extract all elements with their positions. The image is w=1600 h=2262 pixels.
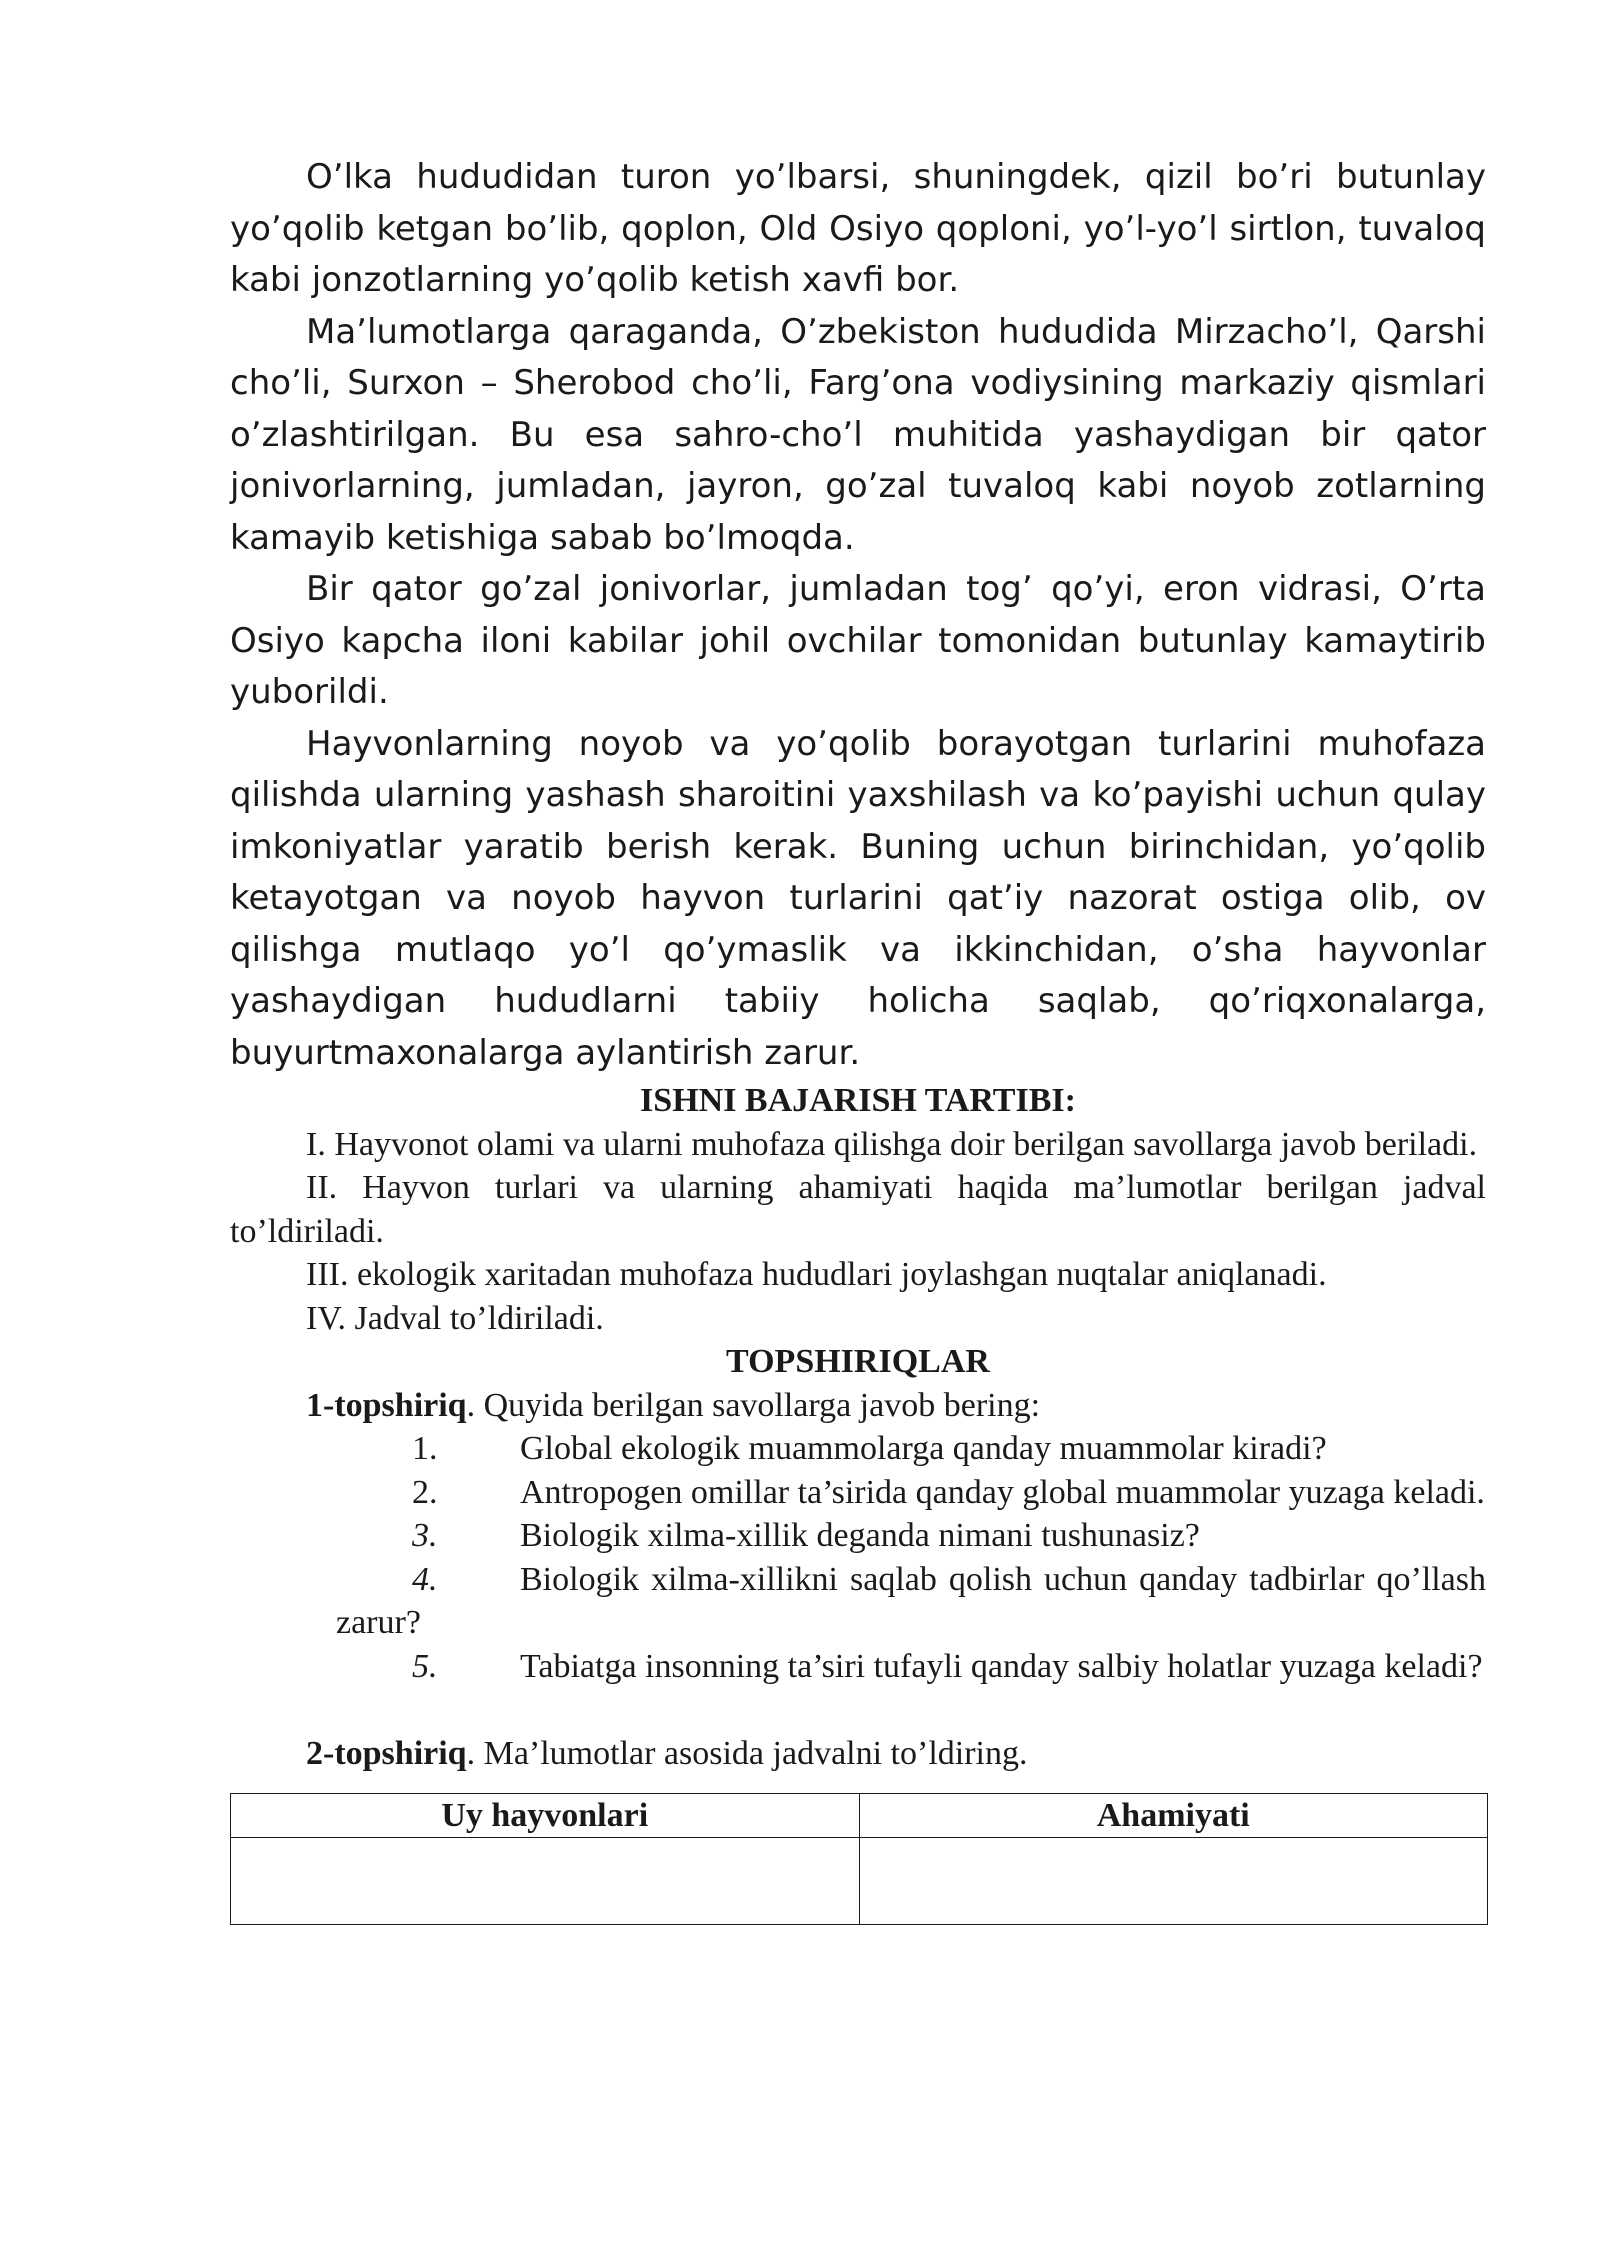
question-number: 4. bbox=[412, 1560, 438, 1598]
table-header-row bbox=[231, 1794, 1488, 1838]
question-item bbox=[336, 1558, 1486, 1645]
procedure-step: III. ekologik xaritadan muhofaza hududlari joylashgan nuqtalar aniqlanadi. bbox=[306, 1256, 1327, 1293]
procedure-steps bbox=[230, 1123, 1486, 1341]
task-2 bbox=[230, 1732, 1486, 1776]
table-cell-empty[interactable] bbox=[231, 1838, 860, 1925]
spacer bbox=[230, 1688, 1486, 1732]
question-list bbox=[230, 1427, 1486, 1688]
question-number: 1. bbox=[412, 1430, 438, 1467]
question-item bbox=[336, 1471, 1486, 1515]
paragraph-1: O’lka hududidan turon yo’lbarsi, shuningdek, qizil bo’ri butunlay yo’qolib ketgan bo’lib, qoplon, Old Osiyo qoploni, yo’l-yo’l sirtlon, tuvaloq kabi jonzotlarning yo’qolib ketish xavfi bor. bbox=[230, 157, 1486, 300]
intro-text bbox=[230, 152, 1486, 1079]
question-text: Biologik xilma-xillikni saqlab qolish uchun qanday tadbirlar qo’llash zarur? bbox=[336, 1560, 1486, 1641]
question-item bbox=[336, 1427, 1486, 1471]
table-row bbox=[231, 1838, 1488, 1925]
task-2-text: . Ma’lumotlar asosida jadvalni to’ldiring. bbox=[466, 1734, 1028, 1772]
question-item bbox=[336, 1645, 1486, 1689]
procedure-step: II. Hayvon turlari va ularning ahamiyati haqida ma’lumotlar berilgan jadval to’ldiriladi. bbox=[230, 1169, 1486, 1250]
question-number: 2. bbox=[412, 1473, 438, 1511]
procedure-step: IV. Jadval to’ldiriladi. bbox=[306, 1299, 604, 1337]
procedure-heading: ISHNI BAJARISH TARTIBI: bbox=[640, 1082, 1076, 1119]
answer-table bbox=[230, 1793, 1488, 1925]
paragraph-3: Bir qator go’zal jonivorlar, jumladan tog’ qo’yi, eron vidrasi, O’rta Osiyo kapcha iloni kabilar johil ovchilar tomonidan butunlay kamaytirib yuborildi. bbox=[230, 569, 1486, 712]
table-header-animals: Uy hayvonlari bbox=[231, 1794, 860, 1838]
paragraph-2: Ma’lumotlarga qaraganda, O’zbekiston hududida Mirzacho’l, Qarshi cho’li, Surxon – Sherobod cho’li, Farg’ona vodiysining markaziy qismlari o’zlashtirilgan. Bu esa sahro-cho’l muhitida yashaydigan bir qator jonivorlarning, jumladan, jayron, go’zal tuvaloq kabi noyob zotlarning kamayib ketishiga sabab bo’lmoqda. bbox=[230, 311, 1486, 558]
question-number: 3. bbox=[412, 1517, 438, 1554]
paragraph-4: Hayvonlarning noyob va yo’qolib borayotgan turlarini muhofaza qilishda ularning yashash sharoitini yaxshilash va ko’payishi uchun qulay imkoniyatlar yaratib berish kerak. Buning uchun birinchidan, yo’qolib ketayotgan va noyob hayvon turlarini qat’iy nazorat ostiga olib, ov qilishga mutlaqo yo’l qo’ymaslik va ikkinchidan, o’sha hayvonlar yashaydigan hududlarni tabiiy holicha saqlab, qo’riqxonalarga, buyurtmaxonalarga aylantirish zarur. bbox=[230, 723, 1486, 1073]
task-1 bbox=[230, 1384, 1486, 1689]
procedure-step: I. Hayvonot olami va ularni muhofaza qilishga doir berilgan savollarga javob beriladi. bbox=[306, 1125, 1478, 1163]
document-page bbox=[230, 152, 1486, 1925]
table-header-importance: Ahamiyati bbox=[859, 1794, 1488, 1838]
question-text: Biologik xilma-xillik deganda nimani tushunasiz? bbox=[520, 1517, 1200, 1554]
task-2-label: 2-topshiriq bbox=[306, 1734, 467, 1772]
table-cell-empty[interactable] bbox=[859, 1838, 1488, 1925]
question-text: Tabiatga insonning ta’siri tufayli qanday salbiy holatlar yuzaga keladi? bbox=[520, 1647, 1483, 1685]
task-1-label: 1-topshiriq bbox=[306, 1386, 467, 1424]
question-item bbox=[336, 1514, 1486, 1558]
tasks-heading: TOPSHIRIQLAR bbox=[726, 1343, 990, 1380]
question-text: Global ekologik muammolarga qanday muammolar kiradi? bbox=[520, 1430, 1327, 1467]
question-number: 5. bbox=[412, 1647, 438, 1685]
question-text: Antropogen omillar ta’sirida qanday global muammolar yuzaga keladi. bbox=[520, 1473, 1485, 1511]
task-1-text: . Quyida berilgan savollarga javob bering: bbox=[466, 1386, 1041, 1424]
